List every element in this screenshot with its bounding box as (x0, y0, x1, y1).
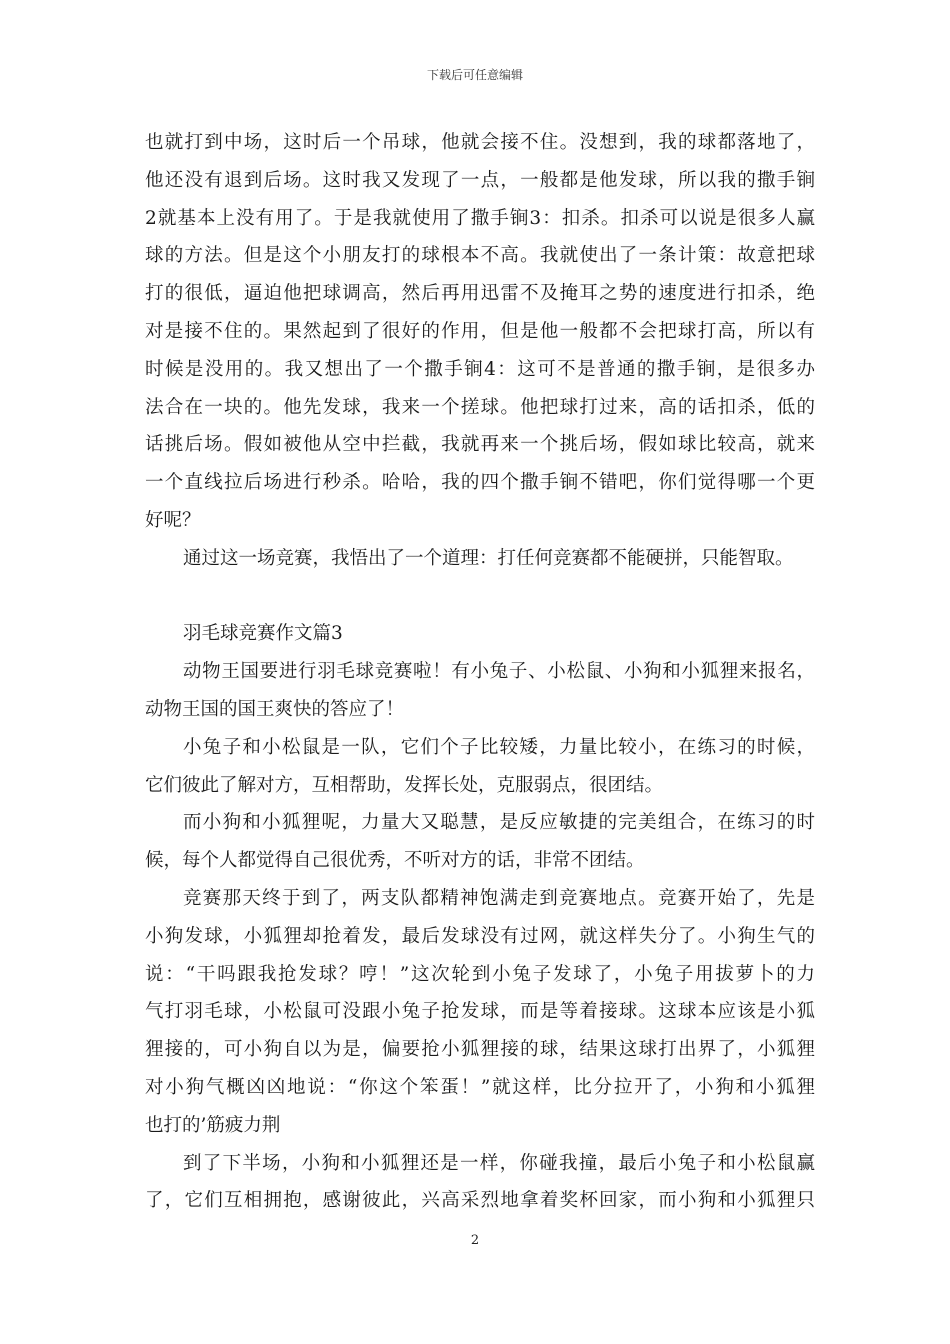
text-line: 通过这一场竞赛，我悟出了一个道理：打任何竞赛都不能硬拼，只能智取。 (183, 547, 794, 569)
text-line: 动物王国要进行羽毛球竞赛啦！有小兔子、小松鼠、小狗和小狐狸来报名， (183, 661, 815, 683)
page-number: 2 (470, 1233, 480, 1248)
text-line: 话挑后场。假如被他从空中拦截，我就再来一个挑后场，假如球比较高，就来 (145, 434, 815, 456)
text-line: 说：“干吗跟我抢发球？哼！”这次轮到小兔子发球了，小兔子用拔萝卜的力 (145, 963, 815, 985)
document-body (145, 124, 815, 1220)
text-line: 小狗发球，小狐狸却抢着发，最后发球没有过网，就这样失分了。小狗生气的 (145, 925, 815, 947)
text-line: 也就打到中场，这时后一个吊球，他就会接不住。没想到，我的球都落地了， (145, 132, 815, 153)
text-line: 动物王国的国王爽快的答应了！ (145, 698, 405, 720)
text-line: 也打的’筋疲力荆 (145, 1114, 281, 1136)
text-line: 2就基本上没有用了。于是我就使用了撒手锏3：扣杀。扣杀可以说是很多人赢 (145, 207, 815, 229)
text-line: 了，它们互相拥抱，感谢彼此，兴高采烈地拿着奖杯回家，而小狗和小狐狸只 (145, 1190, 815, 1212)
text-line: 它们彼此了解对方，互相帮助，发挥长处，克服弱点，很团结。 (145, 774, 664, 796)
text-line: 一个直线拉后场进行秒杀。哈哈，我的四个撒手锏不错吧，你们觉得哪一个更 (145, 472, 815, 494)
text-line: 球的方法。但是这个小朋友打的球根本不高。我就使出了一条计策：故意把球 (145, 245, 815, 267)
page-header: 下载后可任意编辑 (426, 68, 523, 82)
text-line: 小兔子和小松鼠是一队，它们个子比较矮，力量比较小，在练习的时候， (183, 736, 815, 758)
text-line: 气打羽毛球，小松鼠可没跟小兔子抢发球，而是等着接球。这球本应该是小狐 (145, 1001, 815, 1023)
text-line: 而小狗和小狐狸呢，力量大又聪慧，是反应敏捷的完美组合，在练习的时 (183, 812, 815, 834)
section-title: 羽毛球竞赛作文篇3 (183, 623, 343, 645)
text-line: 好呢？ (145, 509, 201, 531)
text-line: 对是接不住的。果然起到了很好的作用，但是他一般都不会把球打高，所以有 (145, 320, 815, 342)
text-line: 法合在一块的。他先发球，我来一个搓球。他把球打过来，高的话扣杀，低的 (145, 396, 815, 418)
text-line: 狸接的，可小狗自以为是，偏要抢小狐狸接的球，结果这球打出界了，小狐狸 (145, 1039, 815, 1061)
text-line: 到了下半场，小狗和小狐狸还是一样，你碰我撞，最后小兔子和小松鼠赢 (183, 1152, 815, 1174)
text-line: 候，每个人都觉得自己很优秀，不听对方的话，非常不团结。 (145, 850, 645, 872)
text-line: 他还没有退到后场。这时我又发现了一点，一般都是他发球，所以我的撒手锏 (145, 169, 815, 191)
text-line: 竞赛那天终于到了，两支队都精神饱满走到竞赛地点。竞赛开始了，先是 (183, 887, 815, 909)
text-line: 时候是没用的。我又想出了一个撒手锏4：这可不是普通的撒手锏，是很多办 (145, 358, 815, 380)
text-line: 对小狗气概凶凶地说：“你这个笨蛋！”就这样，比分拉开了，小狗和小狐狸 (145, 1076, 815, 1098)
paragraph-spacer (145, 578, 815, 616)
text-line: 打的很低，逼迫他把球调高，然后再用迅雷不及掩耳之势的速度进行扣杀，绝 (145, 283, 815, 305)
